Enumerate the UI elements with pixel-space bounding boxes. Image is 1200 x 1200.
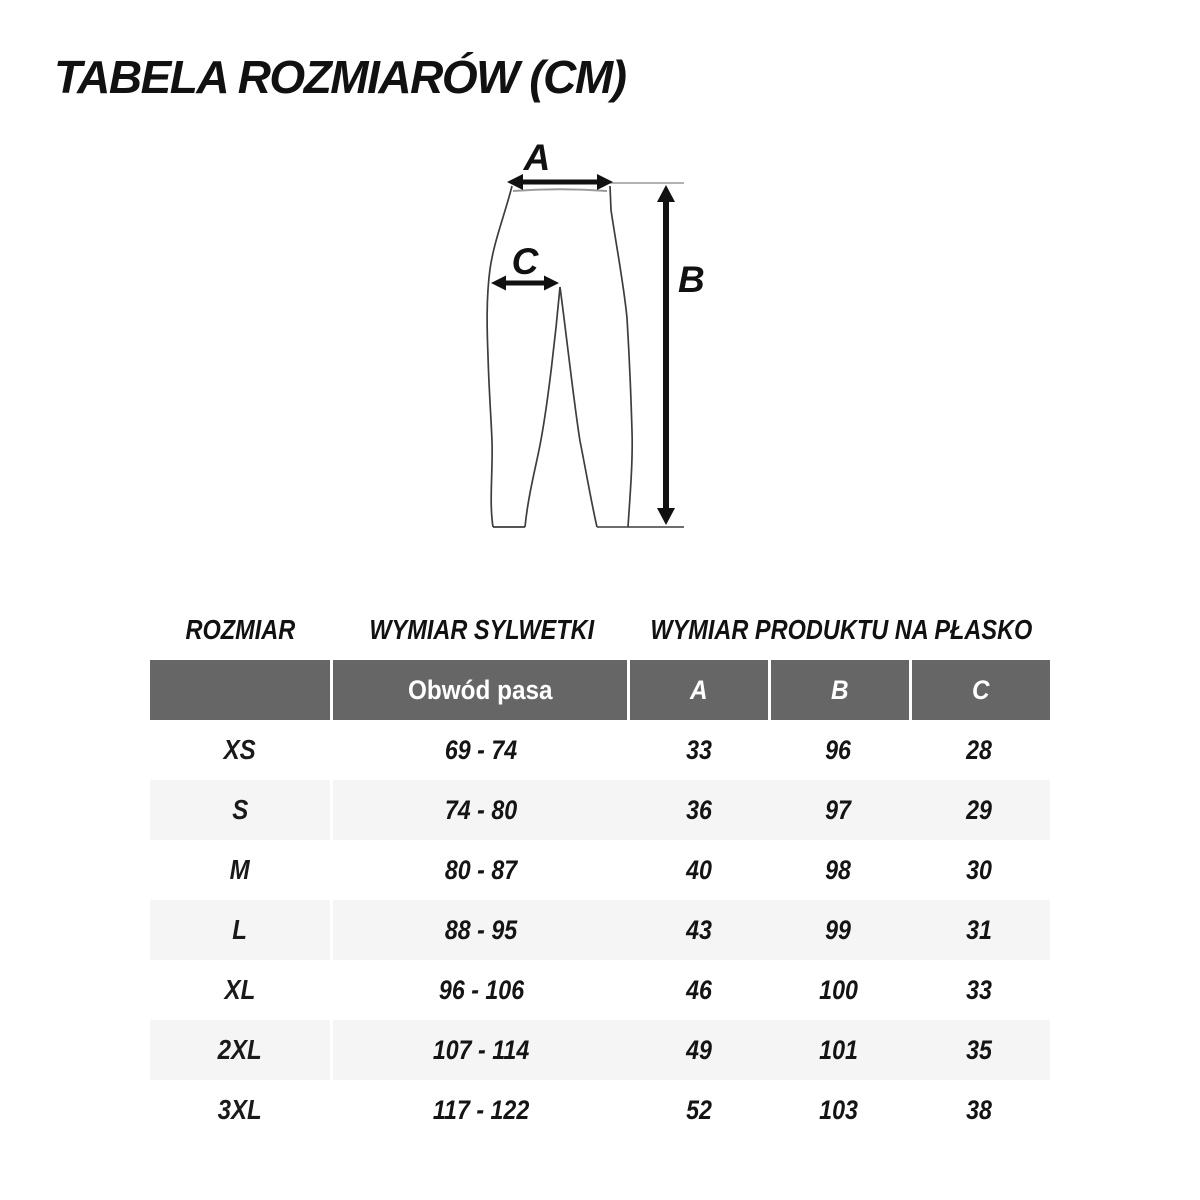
- table-row-xs: [150, 720, 1050, 780]
- table-row-xl: [150, 960, 1050, 1020]
- waist-value-cell: 69 - 74: [445, 734, 518, 765]
- size-label-cell: 3XL: [217, 1094, 263, 1125]
- a-value-cell: 46: [686, 974, 713, 1005]
- b-value-cell: 101: [819, 1034, 858, 1065]
- diagram-label-c: C: [511, 241, 539, 282]
- header-cell-waist: Obwód pasa: [333, 660, 627, 720]
- c-value-cell: 30: [966, 854, 992, 885]
- header-cell-c: C: [912, 660, 1050, 720]
- table-row-3xl: [150, 1080, 1050, 1140]
- size-label-cell: 2XL: [150, 1020, 330, 1080]
- column-group-header-body-measure: [333, 612, 630, 648]
- group-header-label: ROZMIAR: [185, 614, 295, 645]
- column-group-header-size: [150, 612, 330, 648]
- c-value-cell: 28: [966, 734, 992, 765]
- c-value-cell: 33: [966, 974, 992, 1005]
- a-value-cell: 40: [686, 854, 713, 885]
- size-label-cell: XL: [224, 974, 256, 1005]
- size-label-cell: L: [150, 900, 330, 960]
- header-cell-b: B: [771, 660, 909, 720]
- waist-value-cell: 88 - 95: [445, 914, 518, 945]
- waist-value-cell: 107 - 114: [433, 1034, 530, 1065]
- b-value-cell: 100: [819, 974, 858, 1005]
- a-value-cell: 52: [686, 1094, 713, 1125]
- b-value-cell: 103: [819, 1094, 858, 1125]
- a-value-cell: 43: [686, 914, 713, 945]
- c-value-cell: 35: [966, 1034, 992, 1065]
- b-value-cell: 99: [825, 914, 852, 945]
- pants-measurement-diagram: [430, 118, 760, 548]
- c-value-cell: 31: [966, 914, 992, 945]
- pants-outline: [487, 186, 632, 527]
- waistband-line: [513, 189, 607, 191]
- waist-value-cell: 96 - 106: [438, 974, 525, 1005]
- a-value-cell: 33: [686, 734, 713, 765]
- page-title: TABELA ROZMIARÓW (CM): [54, 51, 626, 103]
- header-cell-a: A: [630, 660, 768, 720]
- a-value-cell: 36: [686, 794, 713, 825]
- header-cell-size: [150, 660, 330, 720]
- diagram-label-b: B: [678, 259, 705, 300]
- group-header-label: WYMIAR SYLWETKI: [369, 614, 594, 645]
- c-value-cell: 29: [966, 794, 992, 825]
- waist-value-cell: 117 - 122: [433, 1094, 530, 1125]
- group-header-label: WYMIAR PRODUKTU NA PŁASKO: [650, 614, 1033, 645]
- table-row-m: [150, 840, 1050, 900]
- table-row-l: [150, 900, 1050, 960]
- table-row-s: [150, 780, 1050, 840]
- length-b-arrow: [657, 185, 675, 525]
- b-value-cell: 97: [825, 794, 852, 825]
- b-value-cell: 96: [825, 734, 852, 765]
- size-label-cell: M: [229, 854, 251, 885]
- b-value-cell: 98: [825, 854, 852, 885]
- c-value-cell: 38: [966, 1094, 992, 1125]
- column-group-header-flat-measure: [633, 612, 1050, 648]
- size-label-cell: S: [150, 780, 330, 840]
- a-value-cell: 49: [686, 1034, 713, 1065]
- size-table-header-row: [150, 660, 1050, 720]
- waist-value-cell: 74 - 80: [445, 794, 518, 825]
- size-label-cell: XS: [223, 734, 257, 765]
- waist-value-cell: 80 - 87: [445, 854, 518, 885]
- size-table: [150, 660, 1050, 1140]
- diagram-label-a: A: [523, 137, 551, 178]
- table-row-2xl: [150, 1020, 1050, 1080]
